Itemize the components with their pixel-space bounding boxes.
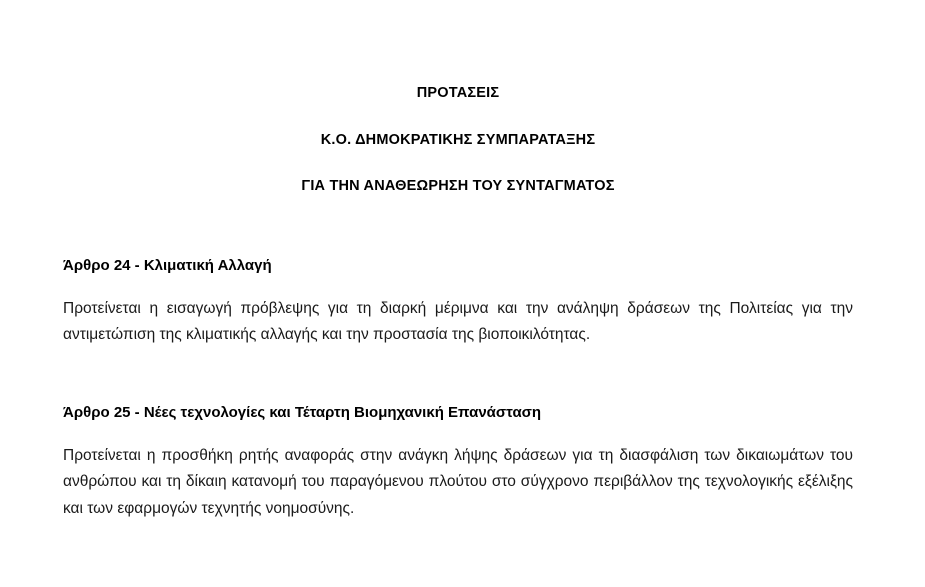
- section-heading-article-24: Άρθρο 24 - Κλιματική Αλλαγή: [63, 256, 272, 274]
- spacer-between-sections: [63, 349, 853, 404]
- document-title-block: [63, 86, 853, 194]
- document-title-line-2: Κ.Ο. ΔΗΜΟΚΡΑΤΙΚΗΣ ΣΥΜΠΑΡΑΤΑΞΗΣ: [320, 131, 596, 148]
- document-title-line-1: ΠΡΟΤΑΣΕΙΣ: [416, 85, 500, 101]
- section-heading-article-25: Άρθρο 25 - Νέες τεχνολογίες και Τέταρτη Βιομηχανική Επανάσταση: [63, 403, 542, 421]
- spacer-heading-body-2: [63, 422, 853, 443]
- section-body-article-24: Προτείνεται η εισαγωγή πρόβλεψης για τη διαρκή μέριμνα και την ανάληψη δράσεων της Πολιτείας για την αντιμετώπιση της κλιματικής αλλαγής και την προστασία της βιοποικιλότητας.: [63, 299, 853, 344]
- spacer-heading-body-1: [63, 275, 853, 296]
- document-content: [63, 0, 853, 523]
- section-article-24: [63, 257, 853, 349]
- spacer-before-section-1: [63, 194, 853, 257]
- section-body-article-25: Προτείνεται η προσθήκη ρητής αναφοράς στην ανάγκη λήψης δράσεων για τη διασφάλιση των δικαιωμάτων του ανθρώπου και τη δίκαιη κατανομή του παραγόμενου πλούτου στο σύγχρονο περιβάλλον της τεχνολογικής εξέλιξης και των εφαρμογών τεχνητής νοημοσύνης.: [63, 446, 853, 518]
- document-title-line-3: ΓΙΑ ΤΗΝ ΑΝΑΘΕΩΡΗΣΗ ΤΟΥ ΣΥΝΤΑΓΜΑΤΟΣ: [301, 178, 615, 194]
- section-article-25: [63, 404, 853, 523]
